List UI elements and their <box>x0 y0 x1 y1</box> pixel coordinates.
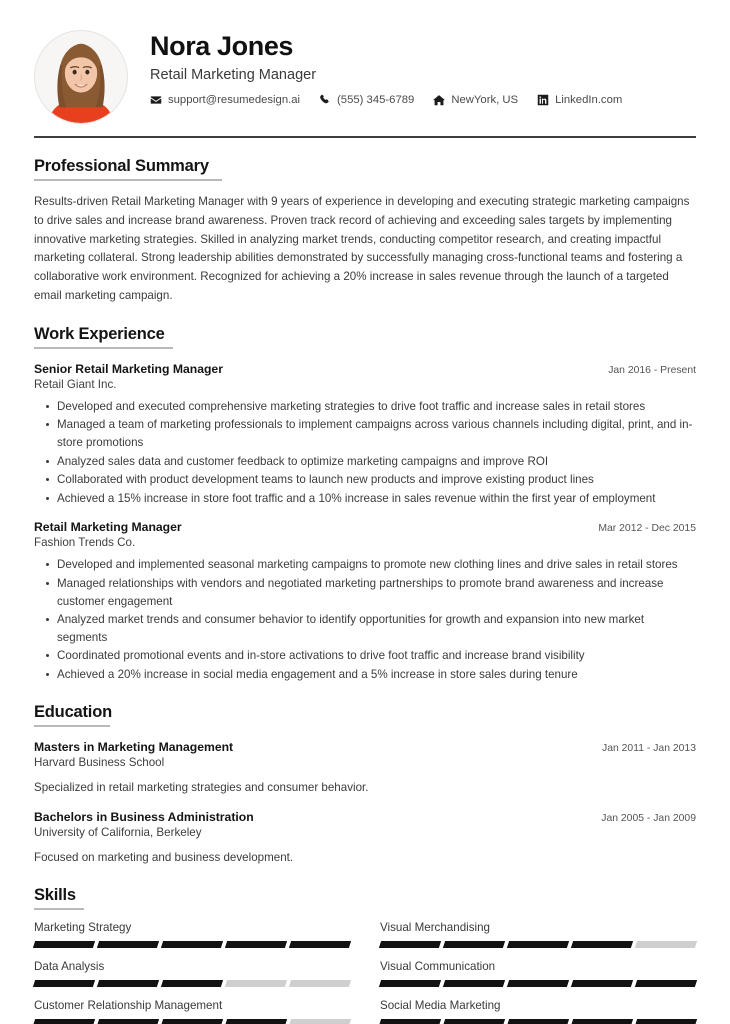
list-item: Achieved a 15% increase in store foot traffic and a 10% increase in sales revenue within the first year of employment <box>34 490 696 508</box>
skill-segment-filled <box>97 1019 159 1024</box>
envelope-icon <box>150 94 162 106</box>
skill-rating-bar <box>380 941 696 948</box>
skill-item <box>380 960 696 999</box>
header-divider <box>34 136 696 138</box>
skill-label: Data Analysis <box>34 959 105 973</box>
skill-segment-filled <box>161 1019 223 1024</box>
contact-list <box>150 94 696 106</box>
list-item: Coordinated promotional events and in-store activations to drive foot traffic and increase brand visibility <box>34 647 696 665</box>
education-entry <box>34 740 696 797</box>
skill-segment-filled <box>97 980 159 987</box>
section-professional-summary <box>34 157 696 306</box>
skill-segment-filled <box>379 1019 441 1024</box>
skill-segment-filled <box>507 980 569 987</box>
skill-segment-filled <box>507 941 569 948</box>
work-entry-role: Retail Marketing Manager <box>34 520 182 535</box>
contact-linkedin[interactable] <box>537 94 622 106</box>
education-school: Harvard Business School <box>34 755 165 769</box>
section-heading-skills: Skills <box>34 885 76 904</box>
section-heading-summary: Professional Summary <box>34 157 209 175</box>
skill-segment-filled <box>225 1019 287 1024</box>
skill-segment-filled <box>33 941 95 948</box>
skill-item <box>380 999 696 1024</box>
list-item: Developed and implemented seasonal marketing campaigns to promote new clothing lines and drive sales in retail stores <box>34 556 696 574</box>
skill-segment-empty <box>289 980 351 987</box>
skill-rating-bar <box>34 1019 350 1024</box>
section-work-experience <box>34 325 696 684</box>
education-entry-head <box>34 810 696 824</box>
education-entry-head <box>34 740 696 754</box>
phone-icon <box>319 94 331 106</box>
avatar <box>34 30 128 124</box>
work-entry-bullets <box>34 398 696 508</box>
contact-linkedin-text: LinkedIn.com <box>555 93 623 106</box>
skill-item <box>34 999 350 1024</box>
list-item: Managed a team of marketing professionals to implement campaigns across various channels including digital, print, and in-store promotions <box>34 416 696 451</box>
skill-rating-bar <box>34 980 350 987</box>
work-entry-company: Retail Giant Inc. <box>34 377 117 391</box>
list-item: Developed and executed comprehensive marketing strategies to drive foot traffic and increase sales in retail stores <box>34 398 696 416</box>
work-entry-bullets <box>34 556 696 683</box>
summary-paragraph: Results-driven Retail Marketing Manager with 9 years of experience in developing and executing strategic marketing campaigns to drive sales and increase brand awareness. Proven track record of achieving and exceeding sales targets by implementing innovative marketing strategies. Skilled in analyzing market trends, conducting competitor research, and creating impactful marketing collateral. Strong leadership abilities demonstrated by successfully managing cross-functional teams and fostering a collaborative work environment. Recognized for achieving a 20% increase in sales revenue through the launch of a targeted email marketing campaign. <box>34 195 690 302</box>
education-entry <box>34 810 696 867</box>
contact-location[interactable] <box>433 94 518 106</box>
skill-item <box>34 921 350 960</box>
work-entry-date: Jan 2016 - Present <box>608 364 696 376</box>
skill-rating-bar <box>380 980 696 987</box>
header-text-block <box>150 30 696 106</box>
skill-segment-filled <box>33 1019 95 1024</box>
skill-segment-filled <box>225 941 287 948</box>
contact-email[interactable] <box>150 94 300 106</box>
education-date: Jan 2005 - Jan 2009 <box>601 812 696 824</box>
skill-segment-empty <box>225 980 287 987</box>
work-entry <box>34 362 696 508</box>
skill-label: Customer Relationship Management <box>34 998 223 1012</box>
skill-segment-filled <box>571 941 633 948</box>
skill-item <box>380 921 696 960</box>
list-item: Managed relationships with vendors and negotiated marketing partnerships to promote brand awareness and increase customer engagement <box>34 575 696 610</box>
list-item: Achieved a 20% increase in social media engagement and a 5% increase in store sales during tenure <box>34 666 696 684</box>
section-heading-education: Education <box>34 702 112 721</box>
headline-job-title: Retail Marketing Manager <box>150 66 317 83</box>
skill-segment-filled <box>33 980 95 987</box>
education-school: University of California, Berkeley <box>34 825 202 839</box>
skill-segment-filled <box>161 941 223 948</box>
work-entry <box>34 520 696 683</box>
education-date: Jan 2011 - Jan 2013 <box>602 742 696 754</box>
skill-label: Visual Communication <box>380 959 496 973</box>
section-skills <box>34 886 696 1024</box>
skill-segment-filled <box>443 941 505 948</box>
skill-rating-bar <box>380 1019 696 1024</box>
contact-phone-text: (555) 345-6789 <box>337 93 415 106</box>
profile-photo-illustration <box>35 31 127 123</box>
contact-location-text: NewYork, US <box>451 93 519 106</box>
skill-segment-filled <box>443 1019 505 1024</box>
work-entry-head <box>34 362 696 376</box>
list-item: Analyzed market trends and consumer behavior to identify opportunities for growth and expansion into new market segments <box>34 611 696 646</box>
skill-label: Visual Merchandising <box>380 920 490 934</box>
skill-segment-filled <box>571 1019 633 1024</box>
skill-item <box>34 960 350 999</box>
skills-grid <box>34 921 696 1024</box>
skill-segment-filled <box>635 980 697 987</box>
contact-email-text: support@resumedesign.ai <box>168 93 301 106</box>
education-description: Focused on marketing and business development. <box>34 850 294 864</box>
skill-rating-bar <box>34 941 350 948</box>
section-education <box>34 703 696 867</box>
skill-segment-filled <box>289 941 351 948</box>
skill-segment-filled <box>507 1019 569 1024</box>
work-entry-date: Mar 2012 - Dec 2015 <box>598 523 696 535</box>
work-entry-company: Fashion Trends Co. <box>34 536 136 550</box>
skill-segment-filled <box>379 941 441 948</box>
contact-phone[interactable] <box>319 94 414 106</box>
skill-label: Marketing Strategy <box>34 920 132 934</box>
skill-segment-filled <box>571 980 633 987</box>
education-description: Specialized in retail marketing strategies and consumer behavior. <box>34 780 369 794</box>
education-degree: Masters in Marketing Management <box>34 739 234 754</box>
linkedin-icon <box>537 94 549 106</box>
education-degree: Bachelors in Business Administration <box>34 809 254 824</box>
skill-segment-filled <box>379 980 441 987</box>
list-item: Analyzed sales data and customer feedback to optimize marketing campaigns and improve ROI <box>34 453 696 471</box>
skill-segment-empty <box>635 941 697 948</box>
resume-header <box>34 22 696 124</box>
list-item: Collaborated with product development teams to launch new products and improve existing product lines <box>34 471 696 489</box>
skill-segment-empty <box>289 1019 351 1024</box>
skill-segment-filled <box>97 941 159 948</box>
skill-label: Social Media Marketing <box>380 998 501 1012</box>
page-title: Nora Jones <box>150 31 294 61</box>
skill-segment-filled <box>635 1019 697 1024</box>
work-entry-role: Senior Retail Marketing Manager <box>34 361 223 376</box>
section-heading-work: Work Experience <box>34 324 165 343</box>
home-icon <box>433 94 445 106</box>
skill-segment-filled <box>443 980 505 987</box>
work-entry-head <box>34 520 696 534</box>
skill-segment-filled <box>161 980 223 987</box>
